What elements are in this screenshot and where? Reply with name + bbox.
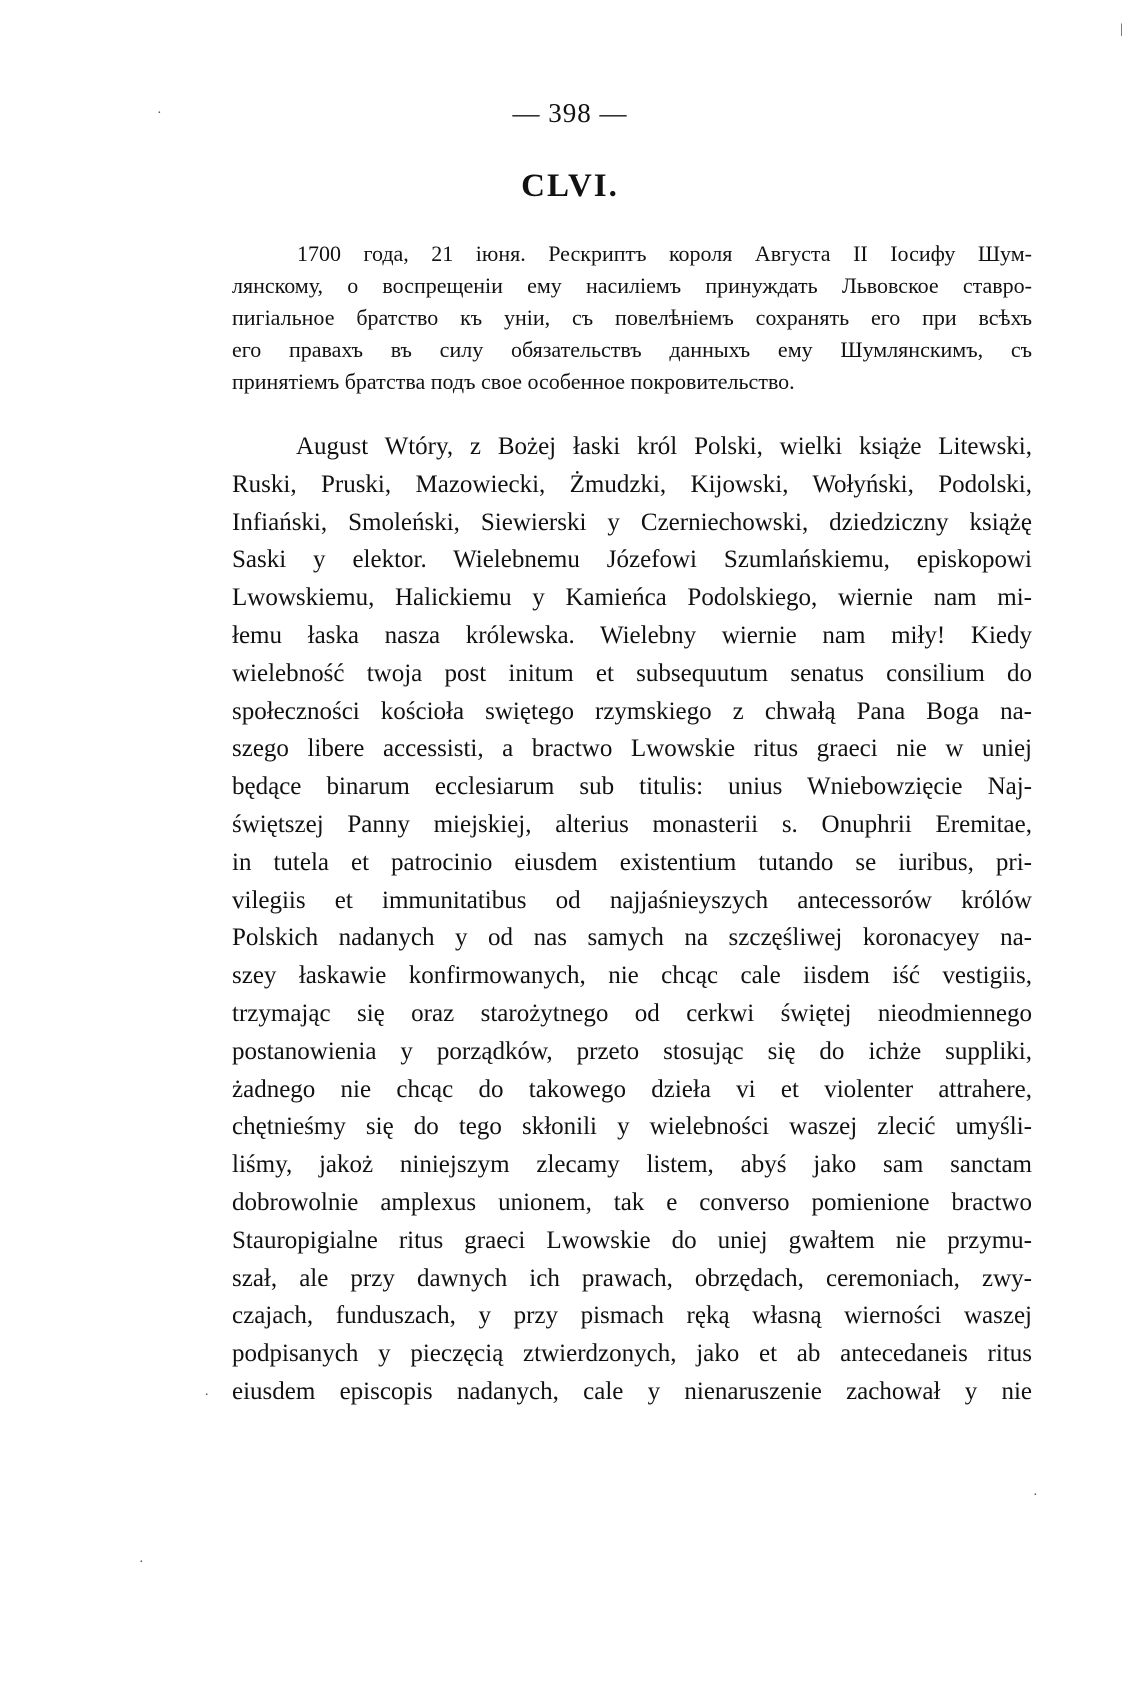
body-line: żadnego nie chcąc do takowego dzieła vi et violenter attrahere,: [232, 1075, 1032, 1103]
body-line: eiusdem episcopis nadanych, cale y nienaruszenie zachował y nie: [232, 1377, 1032, 1405]
body-line: Lwowskiemu, Halickiemu y Kamieńca Podolskiego, wiernie nam mi-: [232, 584, 1032, 612]
document-summary: [232, 238, 1032, 398]
body-line: trzymając się oraz starożytnego od cerkwi świętej nieodmiennego: [232, 999, 1032, 1027]
body-line: świętszej Panny miejskiej, alterius monasterii s. Onuphrii Eremitae,: [232, 810, 1032, 838]
body-line: liśmy, jakoż niniejszym zlecamy listem, abyś jako sam sanctam: [232, 1151, 1032, 1179]
body-line: chętnieśmy się do tego skłonili y wielebności waszej zlecić umyśli-: [232, 1113, 1032, 1141]
body-line: będące binarum ecclesiarum sub titulis: unius Wniebowzięcie Naj-: [232, 773, 1032, 801]
body-line: Saski y elektor. Wielebnemu Józefowi Szumlańskiemu, episkopowi: [232, 546, 1032, 574]
body-line: in tutela et patrocinio eiusdem existentium tutando se iuribus, pri-: [232, 848, 1032, 876]
body-line: Ruski, Pruski, Mazowiecki, Żmudzki, Kijowski, Wołyński, Podolski,: [232, 470, 1032, 498]
body-line: postanowienia y porządków, przeto stosując się do ichże suppliki,: [232, 1037, 1032, 1065]
summary-line: лянскому, о воспрещеніи ему насиліемъ принуждать Львовское ставро-: [232, 273, 1032, 298]
page-number: — 398 —: [512, 98, 628, 128]
margin-speck: .: [205, 1384, 209, 1399]
body-line: szey łaskawie konfirmowanych, nie chcąc cale iisdem iść vestigiis,: [232, 962, 1032, 990]
body-line: szego libere accessisti, a bractwo Lwowskie ritus graeci nie w uniej: [232, 735, 1032, 763]
body-line: Stauropigialne ritus graeci Lwowskie do uniej gwałtem nie przymu-: [232, 1226, 1032, 1254]
body-line: August Wtóry, z Bożej łaski król Polski, wielki książe Litewski,: [296, 433, 1032, 460]
body-line: dobrowolnie amplexus unionem, tak e converso pomienione bractwo: [232, 1188, 1032, 1216]
body-line: Polskich nadanych y od nas samych na szczęśliwej koronacyey na-: [232, 924, 1032, 952]
margin-speck: ·: [139, 1555, 144, 1570]
margin-speck: ·: [157, 106, 162, 121]
document-number-heading: CLVI.: [521, 168, 619, 204]
summary-line: его правахъ въ силу обязательствъ данныхъ ему Шумлянскимъ, съ: [232, 337, 1032, 362]
body-line: podpisanych y pieczęcią ztwierdzonych, jako et ab antecedaneis ritus: [232, 1340, 1032, 1368]
body-line: vilegiis et immunitatibus od najjaśnieyszych antecessorów królów: [232, 886, 1032, 914]
margin-speck: |: [1120, 22, 1123, 37]
body-line: łemu łaska nasza królewska. Wielebny wiernie nam miły! Kiedy: [232, 621, 1032, 649]
body-line: szał, ale przy dawnych ich prawach, obrzędach, ceremoniach, zwy-: [232, 1264, 1032, 1292]
body-line: czajach, funduszach, y przy pismach ręką własną wierności waszej: [232, 1302, 1032, 1330]
summary-line: пигіальное братство къ уніи, съ повелѣніемъ сохранять его при всѣхъ: [232, 305, 1032, 330]
document-body-text: [232, 428, 1032, 1411]
summary-line: 1700 года, 21 іюня. Рескриптъ короля Августа II Іосифу Шум-: [297, 241, 1032, 266]
body-line: wielebność twoja post initum et subsequutum senatus consilium do: [232, 659, 1032, 687]
body-line: społeczności kościoła swiętego rzymskiego z chwałą Pana Boga na-: [232, 697, 1032, 725]
summary-line: принятіемъ братства подъ свое особенное покровительство.: [232, 369, 795, 394]
margin-speck: ·: [1033, 1488, 1038, 1503]
body-line: Infiański, Smoleński, Siewierski y Czerniechowski, dziedziczny książę: [232, 508, 1032, 536]
